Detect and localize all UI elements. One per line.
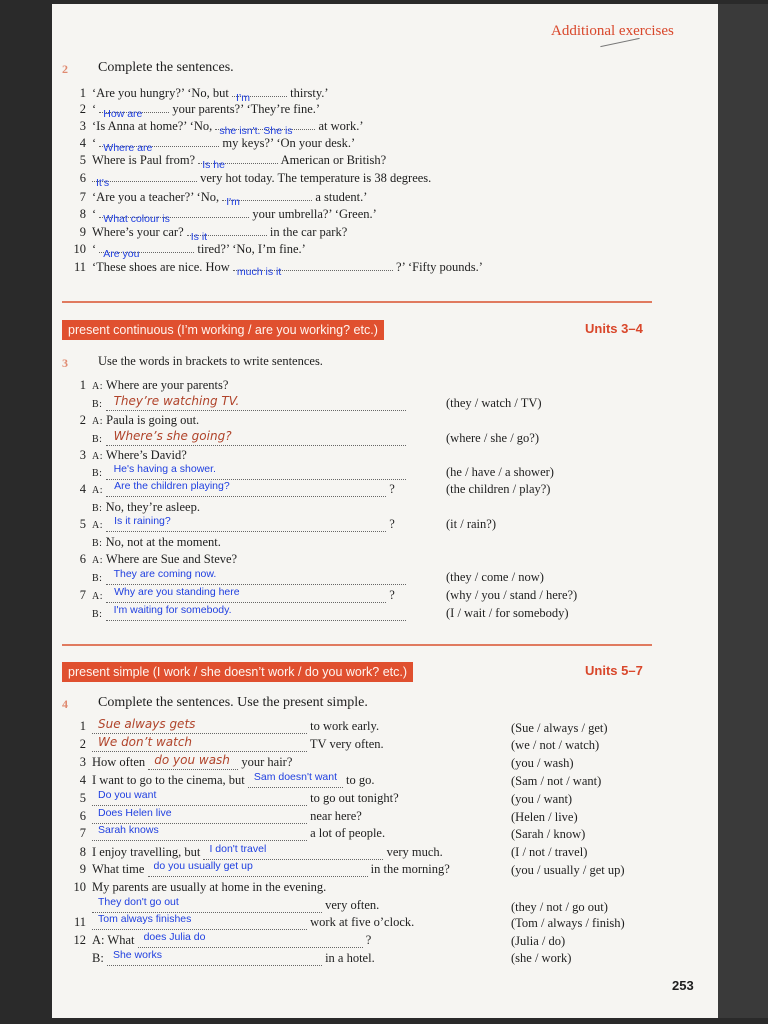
speaker-label: A: (92, 485, 103, 496)
bracket-prompt: (why / you / stand / here?) (446, 588, 578, 602)
line-number: 4 (79, 773, 86, 787)
answer-field (99, 248, 194, 260)
line-text: I enjoy travelling, but (92, 845, 201, 859)
line-number: 1 (79, 86, 86, 100)
answer-text: does Julia do (143, 931, 206, 943)
exercise-line (70, 86, 329, 104)
speaker-label: B: (92, 434, 103, 445)
bracket-prompt: (Julia / do) (511, 934, 566, 948)
answer-text: Is it (190, 231, 208, 243)
speaker-label: B: (92, 468, 103, 479)
answer-field (99, 142, 219, 154)
answer-text: Does Helen live (98, 807, 172, 819)
line-number: 7 (79, 190, 86, 204)
answer-field (99, 213, 249, 225)
bracket-prompt: (the children / play?) (446, 482, 551, 496)
line-number: 11 (73, 915, 86, 929)
line-text: My parents are usually at home in the evening. (92, 880, 327, 894)
answer-field (233, 266, 393, 278)
answer-field (107, 949, 322, 966)
answer-text: We don’t watch (98, 735, 193, 749)
answer-field (106, 429, 406, 446)
line-text: What time (92, 862, 145, 876)
answer-field (92, 177, 197, 189)
sentence-line (70, 915, 414, 930)
line-text: in a hotel. (325, 951, 375, 965)
sentence-line (70, 898, 379, 913)
line-text: thirsty.’ (290, 86, 329, 100)
exercise-line (70, 260, 483, 278)
line-number: 11 (73, 260, 86, 274)
answer-text: Tom always finishes (98, 913, 192, 925)
line-text: I want to go to the cinema, but (92, 773, 245, 787)
answer-field (106, 586, 386, 603)
line-number: 5 (79, 791, 86, 805)
sentence-line (70, 809, 362, 824)
answer-field (106, 394, 406, 411)
sentence-line (70, 773, 374, 788)
section-divider (62, 301, 652, 303)
answer-field (92, 913, 307, 930)
answer-field (92, 735, 307, 752)
section-divider (62, 644, 652, 646)
line-number: 4 (79, 482, 86, 496)
dialogue-line (70, 465, 406, 480)
speaker-label: B: (92, 609, 103, 620)
answer-field (106, 463, 406, 480)
line-number: 7 (79, 588, 86, 602)
question-mark: ? (386, 482, 395, 496)
line-number: 3 (79, 119, 86, 133)
answer-text: Is it raining? (114, 515, 171, 527)
line-number: 5 (79, 153, 86, 167)
answer-field (222, 196, 312, 208)
answer-text: They’re watching TV. (113, 394, 240, 408)
line-text: to work early. (310, 719, 380, 733)
sentence-line (70, 845, 443, 860)
dialogue-line (70, 482, 395, 497)
speaker-label: B: (92, 538, 103, 549)
bracket-prompt: (Tom / always / finish) (511, 916, 625, 930)
line-text: ‘Is Anna at home?’ ‘No, (92, 119, 213, 133)
answer-text: They don't go out (98, 896, 179, 908)
exercise-line (70, 102, 321, 120)
answer-field (106, 568, 406, 585)
answer-text: she isn't. She is (219, 125, 293, 137)
exercise-line (70, 207, 377, 225)
dialogue-line (70, 448, 187, 463)
answer-field (106, 515, 386, 532)
line-text: work at five o’clock. (310, 915, 415, 929)
answer-text: Why are you standing here (114, 586, 240, 598)
line-number: 3 (79, 755, 86, 769)
answer-field (232, 92, 287, 104)
answer-field (198, 159, 278, 171)
line-number: 2 (79, 737, 86, 751)
exercise-line (70, 153, 387, 171)
exercise-line (70, 225, 348, 243)
line-text: Where is Paul from? (92, 153, 196, 167)
line-text: ‘ (92, 242, 97, 256)
line-text: How often (92, 755, 146, 769)
line-text: ‘ (92, 136, 97, 150)
exercise-line (70, 242, 306, 260)
answer-text: much is it (236, 266, 282, 278)
answer-text: Where are (103, 142, 153, 154)
page-header-title: Additional exercises (551, 23, 674, 39)
line-number: 2 (79, 413, 86, 427)
answer-text: Do you want (98, 789, 157, 801)
bracket-prompt: (they / watch / TV) (446, 396, 542, 410)
line-text: ‘These shoes are nice. How (92, 260, 230, 274)
dialogue-line (70, 517, 395, 532)
line-text: a student.’ (315, 190, 368, 204)
speaker-label: B: (92, 573, 103, 584)
line-number: 3 (79, 448, 86, 462)
line-number: 8 (79, 845, 86, 859)
exercise-number: 4 (62, 697, 68, 711)
line-number: 6 (79, 552, 86, 566)
speaker-label: A: (92, 451, 103, 462)
section-band-present-continuous: present continuous (I’m working / are you working? etc.) (62, 320, 384, 340)
exercise-line (70, 190, 368, 208)
answer-text: They are coming now. (113, 568, 217, 580)
answer-field (92, 717, 307, 734)
line-text: your parents?’ ‘They’re fine.’ (172, 102, 321, 116)
question-mark: ? (386, 517, 395, 531)
line-text: A: What (92, 933, 135, 947)
line-text: Where are Sue and Steve? (105, 552, 238, 566)
line-text: ‘Are you hungry?’ ‘No, but (92, 86, 229, 100)
line-text: Where are your parents? (105, 378, 229, 392)
answer-text: I'm (226, 196, 240, 208)
line-number: 8 (79, 207, 86, 221)
sentence-line (70, 880, 326, 895)
speaker-label: A: (92, 381, 103, 392)
line-text: a lot of people. (310, 826, 386, 840)
line-number: 4 (79, 136, 86, 150)
sentence-line (70, 826, 385, 841)
answer-field (92, 807, 307, 824)
answer-text: It's (96, 177, 110, 189)
line-text: ‘ (92, 207, 97, 221)
dialogue-line (70, 570, 406, 585)
speaker-label: A: (92, 416, 103, 427)
sentence-line (70, 791, 399, 806)
answer-text: She works (112, 949, 162, 961)
bracket-prompt: (Sarah / know) (511, 827, 586, 841)
bracket-prompt: (they / come / now) (446, 570, 544, 584)
answer-field (248, 771, 343, 788)
units-label: Units 5–7 (585, 663, 643, 678)
line-text: near here? (310, 809, 362, 823)
answer-text: How are (103, 108, 143, 120)
answer-field (92, 824, 307, 841)
dialogue-line (70, 552, 237, 567)
line-number: 1 (79, 719, 86, 733)
line-number: 10 (73, 880, 86, 894)
answer-text: I’m (236, 92, 251, 104)
answer-field (99, 108, 169, 120)
line-number: 2 (79, 102, 86, 116)
answer-text: I'm waiting for somebody. (113, 604, 232, 616)
exercise-line (70, 136, 356, 154)
answer-text: Are the children playing? (114, 480, 230, 492)
answer-field (106, 604, 406, 621)
sentence-line (70, 862, 450, 877)
question-mark: ? (386, 588, 395, 602)
bracket-prompt: (you / wash) (511, 756, 574, 770)
page-number: 253 (672, 978, 694, 993)
sentence-line (70, 951, 375, 966)
bracket-prompt: (she / work) (511, 951, 572, 965)
answer-field (215, 125, 315, 137)
answer-text: Sam doesn't want (253, 771, 338, 783)
line-text: TV very often. (309, 737, 384, 751)
bracket-prompt: (we / not / watch) (511, 738, 600, 752)
line-text: B: (92, 951, 104, 965)
dialogue-line (70, 606, 406, 621)
line-number: 6 (79, 171, 86, 185)
speaker-label: B: (92, 399, 103, 410)
answer-text: What colour is (103, 213, 170, 225)
answer-text: do you usually get up (153, 860, 253, 872)
line-text: No, they’re asleep. (105, 500, 200, 514)
line-number: 1 (79, 378, 86, 392)
exercise-instruction: Use the words in brackets to write sentences. (98, 354, 323, 368)
line-text: Where’s your car? (92, 225, 184, 239)
answer-text: do you wash (154, 753, 230, 767)
answer-text: He's having a shower. (113, 463, 216, 475)
line-text: to go. (346, 773, 375, 787)
answer-text: Is he (202, 159, 225, 171)
bracket-prompt: (they / not / go out) (511, 900, 608, 914)
dialogue-line (70, 500, 200, 515)
line-text: ‘ (92, 102, 97, 116)
answer-text: Sarah knows (98, 824, 159, 836)
line-text: in the morning? (370, 862, 450, 876)
bracket-prompt: (I / wait / for somebody) (446, 606, 569, 620)
line-text: to go out tonight? (310, 791, 399, 805)
answer-field (92, 896, 322, 913)
line-text: very hot today. The temperature is 38 degrees. (200, 171, 432, 185)
line-text: ‘Are you a teacher?’ ‘No, (92, 190, 220, 204)
line-text: very much. (386, 845, 443, 859)
dialogue-line (70, 431, 406, 446)
sentence-line (70, 933, 371, 948)
dialogue-line (70, 535, 221, 550)
units-label: Units 3–4 (585, 321, 643, 336)
exercise-line (70, 171, 432, 189)
line-text: in the car park? (269, 225, 348, 239)
line-text: very often. (325, 898, 380, 912)
answer-field (203, 843, 383, 860)
bracket-prompt: (I / not / travel) (511, 845, 588, 859)
speaker-label: A: (92, 555, 103, 566)
sentence-line (70, 755, 292, 770)
page-edge (718, 4, 768, 1018)
line-number: 5 (79, 517, 86, 531)
bracket-prompt: (you / usually / get up) (511, 863, 625, 877)
answer-text: Sue always gets (98, 717, 196, 731)
exercise-number: 3 (62, 356, 68, 370)
line-number: 7 (79, 826, 86, 840)
exercise-number: 2 (62, 62, 68, 76)
line-number: 6 (79, 809, 86, 823)
speaker-label: B: (92, 503, 103, 514)
dialogue-line (70, 396, 406, 411)
line-text: your umbrella?’ ‘Green.’ (252, 207, 377, 221)
answer-text: Where’s she going? (113, 429, 232, 443)
bracket-prompt: (he / have / a shower) (446, 465, 554, 479)
bracket-prompt: (Sam / not / want) (511, 774, 602, 788)
exercise-line (70, 119, 364, 137)
sentence-line (70, 719, 379, 734)
line-text: No, not at the moment. (105, 535, 221, 549)
line-number: 9 (79, 862, 86, 876)
bracket-prompt: (where / she / go?) (446, 431, 540, 445)
speaker-label: A: (92, 591, 103, 602)
line-number: 10 (73, 242, 86, 256)
answer-field (92, 789, 307, 806)
answer-field (187, 231, 267, 243)
bracket-prompt: (Sue / always / get) (511, 721, 608, 735)
line-text: tired?’ ‘No, I’m fine.’ (197, 242, 306, 256)
dialogue-line (70, 378, 228, 393)
answer-field (106, 480, 386, 497)
exercise-instruction: Complete the sentences. Use the present simple. (98, 695, 368, 710)
dialogue-line (70, 588, 395, 603)
answer-field (138, 931, 363, 948)
speaker-label: A: (92, 520, 103, 531)
line-text: your hair? (241, 755, 293, 769)
sentence-line (70, 737, 384, 752)
bracket-prompt: (it / rain?) (446, 517, 496, 531)
line-text: at work.’ (318, 119, 364, 133)
line-number: 12 (73, 933, 86, 947)
line-text: Paula is going out. (106, 413, 200, 427)
answer-text: Are you (103, 248, 140, 260)
exercise-instruction: Complete the sentences. (98, 60, 234, 75)
dialogue-line (70, 413, 199, 428)
bracket-prompt: (Helen / live) (511, 810, 578, 824)
line-text: ?’ ‘Fifty pounds.’ (396, 260, 483, 274)
line-text: my keys?’ ‘On your desk.’ (222, 136, 356, 150)
answer-field (148, 753, 238, 770)
line-text: American or British? (280, 153, 387, 167)
answer-text: I don't travel (209, 843, 267, 855)
line-number: 9 (79, 225, 86, 239)
bracket-prompt: (you / want) (511, 792, 573, 806)
line-text: Where’s David? (105, 448, 187, 462)
section-band-present-simple: present simple (I work / she doesn’t work / do you work? etc.) (62, 662, 413, 682)
line-text: ? (365, 933, 372, 947)
answer-field (148, 860, 368, 877)
